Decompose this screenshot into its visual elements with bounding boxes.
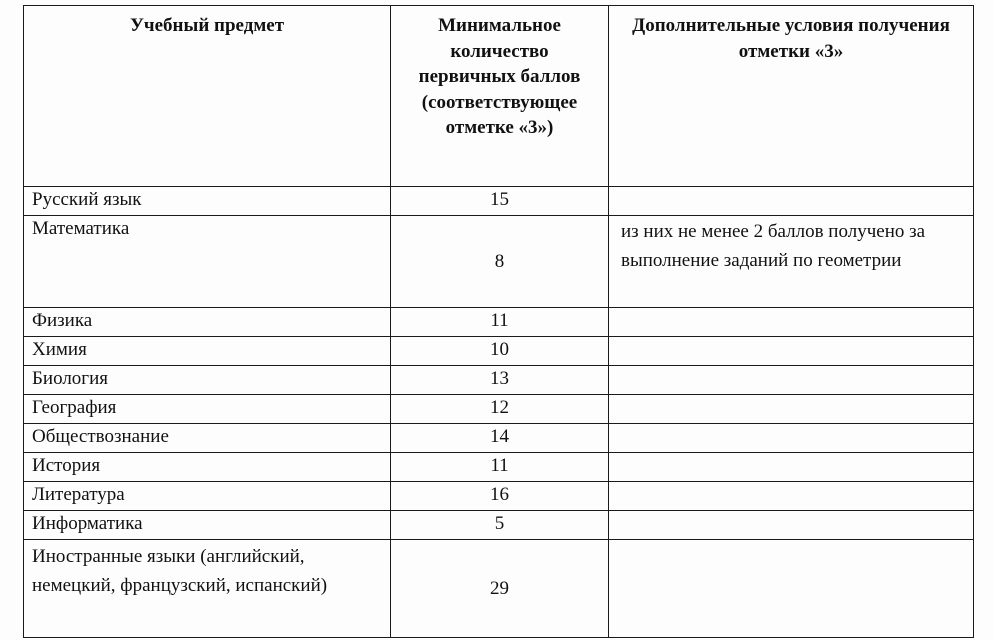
condition-cell <box>609 540 974 638</box>
condition-cell: из них не менее 2 баллов получено за выполнение заданий по геометрии <box>609 216 974 308</box>
subject-cell: Литература <box>24 482 391 511</box>
table-row <box>24 540 974 638</box>
subject-cell: Обществознание <box>24 424 391 453</box>
table-row <box>24 395 974 424</box>
table-row <box>24 337 974 366</box>
subject-cell: Информатика <box>24 511 391 540</box>
table-row <box>24 424 974 453</box>
condition-cell <box>609 453 974 482</box>
table-row <box>24 308 974 337</box>
score-cell: 11 <box>391 453 609 482</box>
table-row <box>24 511 974 540</box>
condition-cell <box>609 308 974 337</box>
table-row <box>24 366 974 395</box>
condition-cell <box>609 424 974 453</box>
subject-cell: Физика <box>24 308 391 337</box>
subject-cell: Биология <box>24 366 391 395</box>
score-cell: 10 <box>391 337 609 366</box>
subject-cell: Иностранные языки (английский, немецкий, французский, испанский) <box>24 540 391 638</box>
score-cell: 11 <box>391 308 609 337</box>
table-header-row <box>24 6 974 187</box>
subject-cell: Химия <box>24 337 391 366</box>
table-row <box>24 482 974 511</box>
score-cell: 14 <box>391 424 609 453</box>
score-cell: 12 <box>391 395 609 424</box>
score-cell: 8 <box>391 216 609 308</box>
header-subject: Учебный предмет <box>24 6 391 187</box>
condition-cell <box>609 187 974 216</box>
grades-table <box>23 5 974 638</box>
score-cell: 5 <box>391 511 609 540</box>
score-cell: 16 <box>391 482 609 511</box>
condition-cell <box>609 395 974 424</box>
table-row <box>24 187 974 216</box>
header-min-score: Минимальное количество первичных баллов (соответствующее отметке «3») <box>391 6 609 187</box>
score-cell: 15 <box>391 187 609 216</box>
header-conditions: Дополнительные условия получения отметки «3» <box>609 6 974 187</box>
subject-cell: Русский язык <box>24 187 391 216</box>
subject-cell: Математика <box>24 216 391 308</box>
subject-cell: История <box>24 453 391 482</box>
condition-cell <box>609 482 974 511</box>
table-row <box>24 453 974 482</box>
condition-cell <box>609 337 974 366</box>
condition-cell <box>609 366 974 395</box>
score-cell: 13 <box>391 366 609 395</box>
condition-cell <box>609 511 974 540</box>
subject-cell: География <box>24 395 391 424</box>
table-row <box>24 216 974 308</box>
score-cell: 29 <box>391 540 609 638</box>
